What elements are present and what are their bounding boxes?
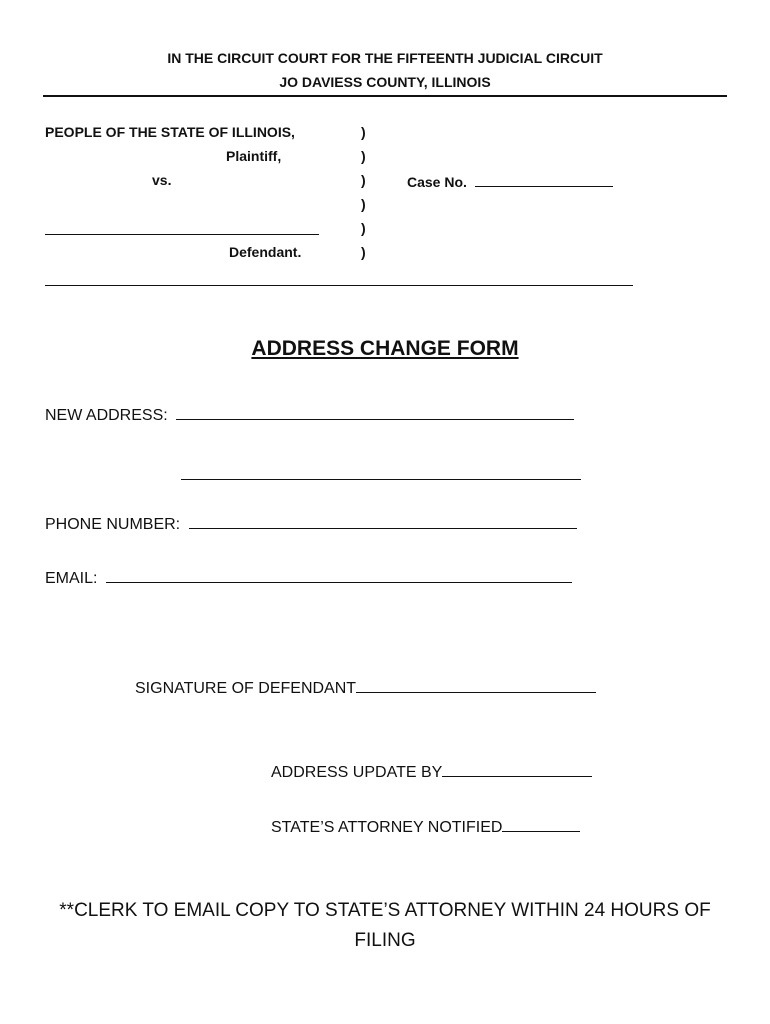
- form-title: ADDRESS CHANGE FORM: [251, 337, 519, 360]
- case-number: [407, 172, 613, 190]
- caption-paren: ): [361, 220, 366, 236]
- court-name: IN THE CIRCUIT COURT FOR THE FIFTEENTH JUDICIAL CIRCUIT: [167, 50, 603, 66]
- county-name: JO DAVIESS COUNTY, ILLINOIS: [279, 74, 491, 90]
- new-address-field: [45, 405, 574, 425]
- plaintiff-label: Plaintiff,: [226, 148, 282, 164]
- phone-line[interactable]: [189, 514, 577, 529]
- address-update-field: [271, 762, 592, 782]
- email-field: [45, 568, 572, 588]
- caption-paren: ): [361, 124, 366, 140]
- sa-notified-field: [271, 817, 580, 837]
- new-address-line-2[interactable]: [181, 479, 581, 480]
- address-update-line[interactable]: [442, 762, 592, 777]
- caption-rule: [45, 285, 633, 286]
- email-label: EMAIL:: [45, 570, 98, 587]
- address-update-label: ADDRESS UPDATE BY: [271, 764, 443, 781]
- plaintiff-name: PEOPLE OF THE STATE OF ILLINOIS,: [45, 124, 295, 140]
- email-line[interactable]: [106, 568, 572, 583]
- defendant-label: Defendant.: [229, 244, 302, 260]
- new-address-label: NEW ADDRESS:: [45, 407, 168, 424]
- signature-field: [135, 678, 596, 698]
- defendant-name-line[interactable]: [45, 234, 319, 235]
- case-number-label: Case No.: [407, 174, 467, 190]
- vs-label: vs.: [152, 172, 172, 188]
- header-rule: [43, 95, 727, 97]
- phone-label: PHONE NUMBER:: [45, 516, 181, 533]
- caption-paren: ): [361, 196, 366, 212]
- caption-paren: ): [361, 172, 366, 188]
- signature-line[interactable]: [356, 678, 596, 693]
- clerk-notice: **CLERK TO EMAIL COPY TO STATE’S ATTORNEY WITHIN 24 HOURS OF FILING: [59, 900, 711, 951]
- phone-field: [45, 514, 577, 534]
- caption-paren: ): [361, 244, 366, 260]
- sa-notified-line[interactable]: [502, 817, 580, 832]
- sa-notified-label: STATE’S ATTORNEY NOTIFIED: [271, 819, 503, 836]
- case-number-line[interactable]: [475, 172, 613, 187]
- signature-label: SIGNATURE OF DEFENDANT: [135, 680, 357, 697]
- new-address-line[interactable]: [176, 405, 574, 420]
- caption-paren: ): [361, 148, 366, 164]
